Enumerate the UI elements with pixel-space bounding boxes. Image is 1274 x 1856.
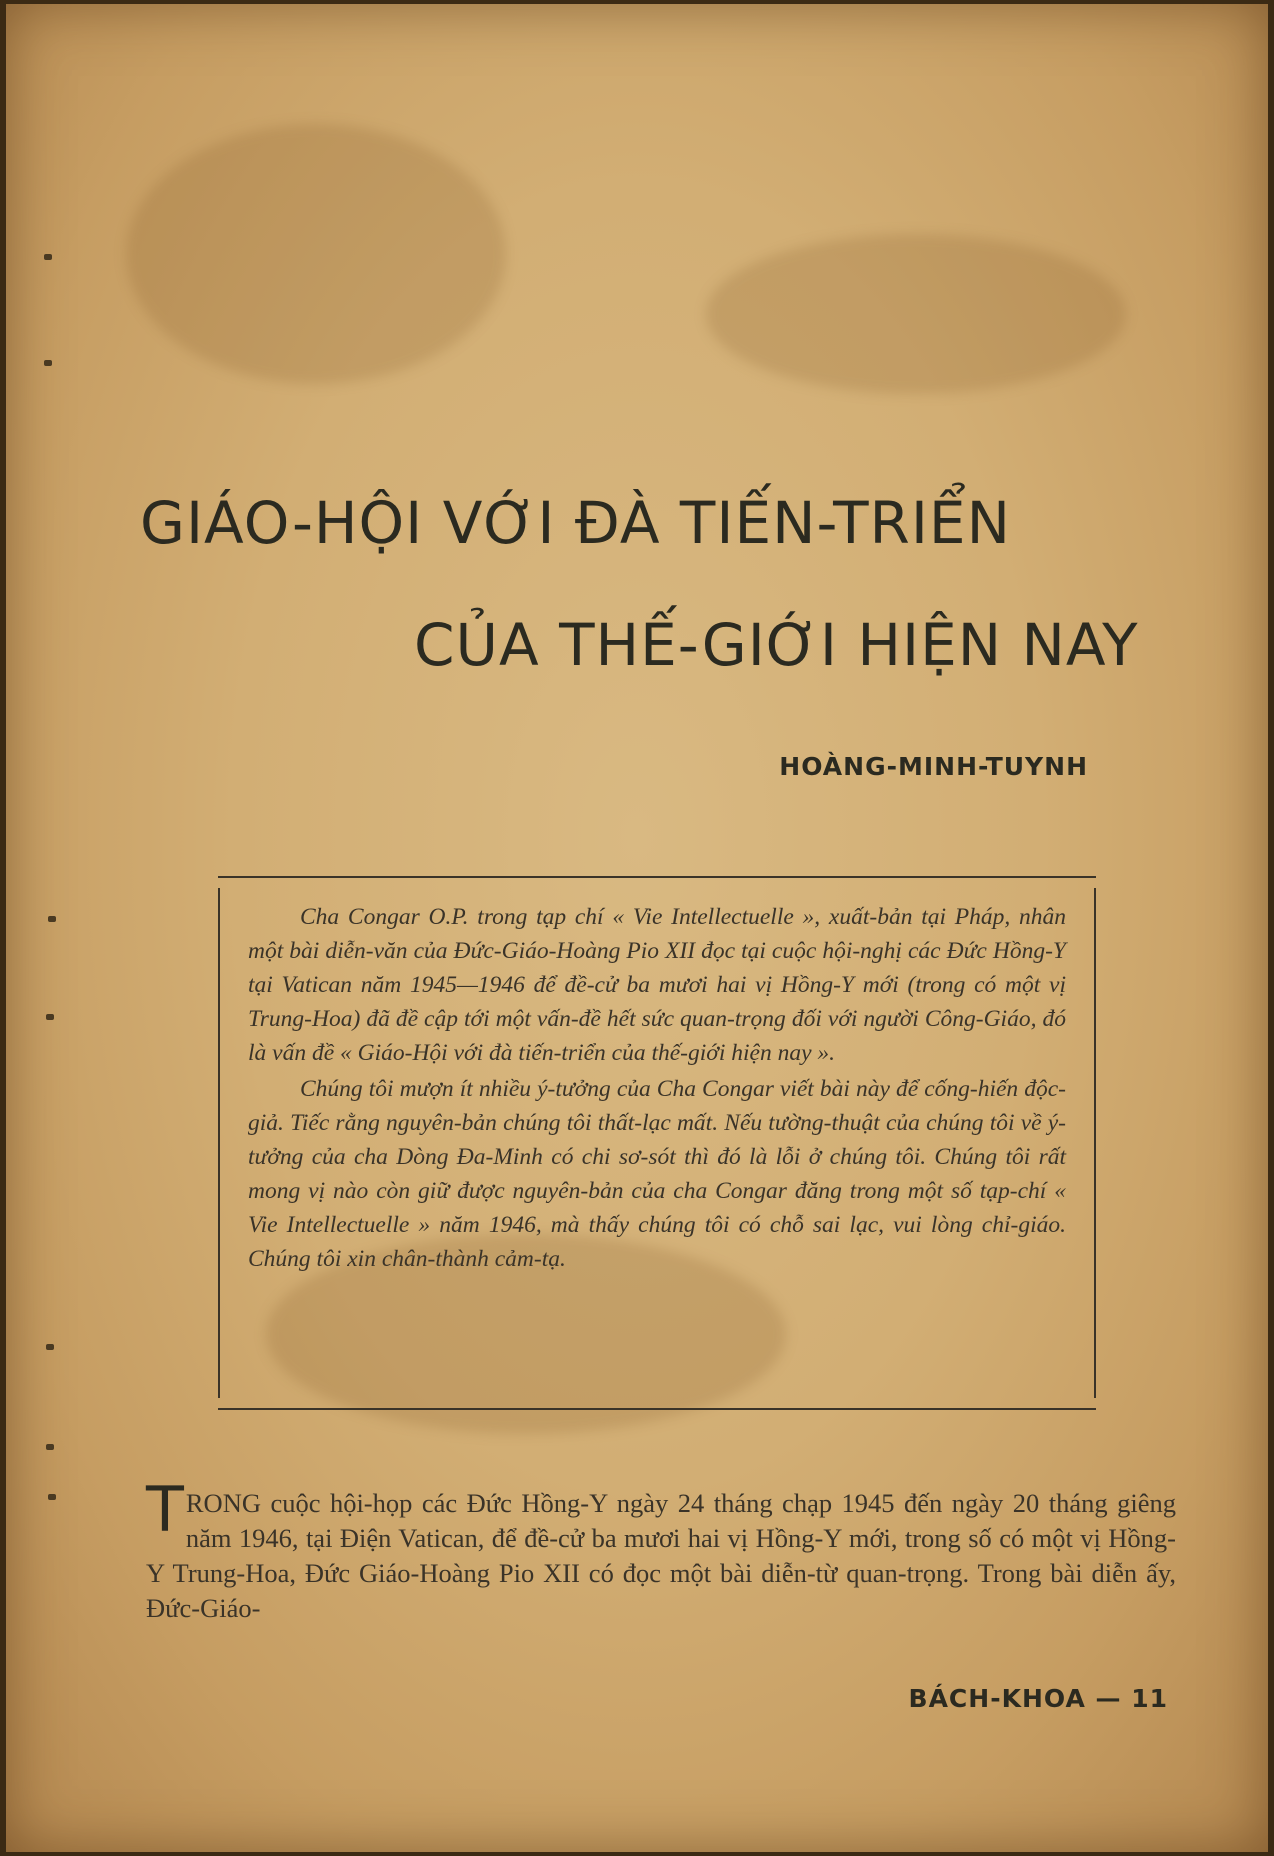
- article-title-line-1: GIÁO-HỘI VỚI ĐÀ TIẾN-TRIỂN: [140, 489, 1011, 557]
- edge-mark: [48, 916, 56, 922]
- author-name: HOÀNG-MINH-TUYNH: [779, 752, 1088, 781]
- edge-mark: [48, 1494, 56, 1500]
- scanned-page: [6, 4, 1268, 1852]
- editor-note-box: [218, 876, 1096, 1410]
- editor-note-text: [248, 900, 1066, 1276]
- edge-mark: [46, 1014, 54, 1020]
- paper-stain: [706, 234, 1126, 394]
- edge-mark: [44, 360, 52, 366]
- paper-stain: [126, 124, 506, 384]
- article-title-line-2: CỦA THẾ-GIỚI HIỆN NAY: [414, 611, 1139, 679]
- edge-mark: [44, 254, 52, 260]
- editor-note-paragraph-2: Chúng tôi mượn ít nhiều ý-tưởng của Cha Congar viết bài này để cống-hiến độc-giả. Tiếc rằng nguyên-bản chúng tôi thất-lạc mất. Nếu tường-thuật của chúng tôi về ý-tưởng của cha Dòng Đa-Minh có chi sơ-sót thì đó là lỗi ở chúng tôi. Chúng tôi rất mong vị nào còn giữ được nguyên-bản của cha Congar đăng trong một số tạp-chí « Vie Intellectuelle » năm 1946, mà thấy chúng tôi có chỗ sai lạc, vui lòng chỉ-giáo. Chúng tôi xin chân-thành cảm-tạ.: [248, 1076, 1066, 1272]
- editor-note-paragraph-1: Cha Congar O.P. trong tạp chí « Vie Intellectuelle », xuất-bản tại Pháp, nhân một bài diễn-văn của Đức-Giáo-Hoàng Pio XII đọc tại cuộc hội-nghị các Đức Hồng-Y tại Vatican năm 1945—1946 để đề-cử ba mươi hai vị Hồng-Y mới (trong có một vị Trung-Hoa) đã đề cập tới một vấn-đề hết sức quan-trọng đối với người Công-Giáo, đó là vấn đề « Giáo-Hội với đà tiến-triển của thế-giới hiện nay ».: [248, 904, 1066, 1066]
- edge-mark: [46, 1344, 54, 1350]
- drop-cap: T: [146, 1473, 184, 1546]
- article-body-text: RONG cuộc hội-họp các Đức Hồng-Y ngày 24 tháng chạp 1945 đến ngày 20 tháng giêng năm 1946, tại Điện Vatican, để đề-cử ba mươi hai vị Hồng-Y mới, trong số có một vị Hồng-Y Trung-Hoa, Đức Giáo-Hoàng Pio XII có đọc một bài diễn-từ quan-trọng. Trong bài diễn ấy, Đức-Giáo-: [146, 1488, 1176, 1623]
- page-footer: BÁCH-KHOA — 11: [908, 1684, 1168, 1713]
- edge-mark: [46, 1444, 54, 1450]
- article-body: [146, 1473, 1176, 1626]
